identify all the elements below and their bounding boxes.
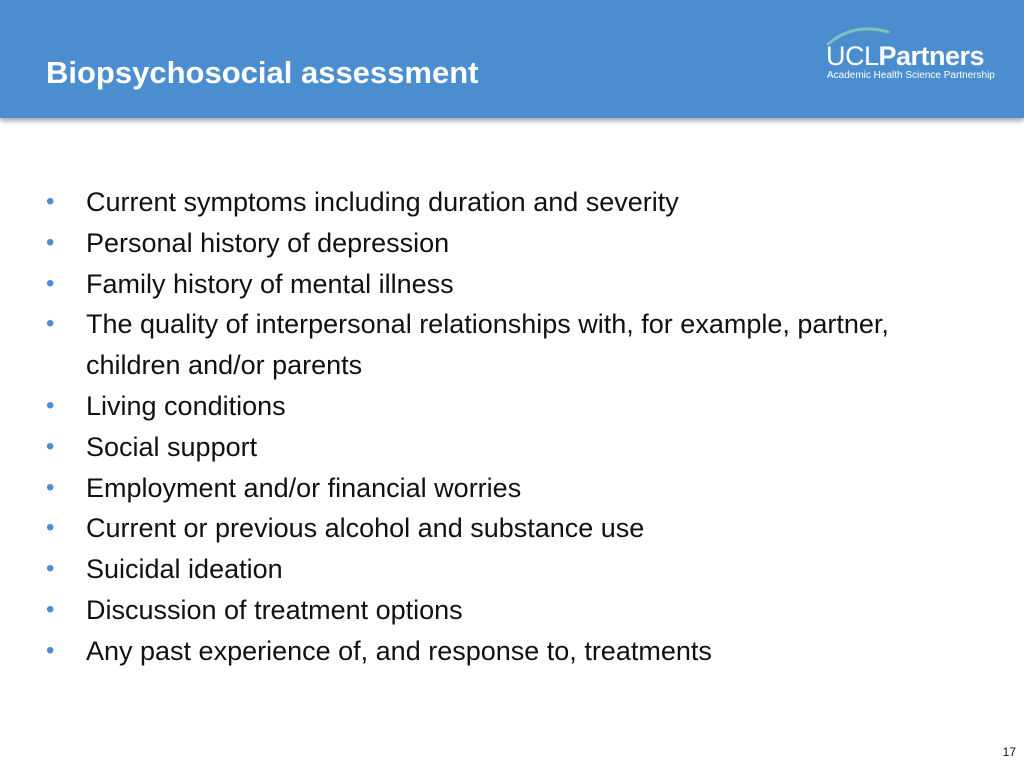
bullet-text: Discussion of treatment options <box>86 594 463 625</box>
bullet-item <box>46 549 946 590</box>
bullet-text: Employment and/or financial worries <box>86 472 522 503</box>
bullet-dot-icon: • <box>46 514 55 542</box>
bullet-dot-icon: • <box>46 473 55 501</box>
bullet-item <box>46 304 946 386</box>
bullet-dot-icon: • <box>46 432 55 460</box>
bullet-item <box>46 182 946 223</box>
bullet-item <box>46 468 946 509</box>
bullet-dot-icon: • <box>46 555 55 583</box>
bullet-item <box>46 427 946 468</box>
bullet-dot-icon: • <box>46 391 55 419</box>
slide-header <box>0 0 1024 118</box>
bullet-item <box>46 386 946 427</box>
page-number: 17 <box>1002 745 1016 759</box>
bullet-text: Current symptoms including duration and severity <box>86 187 679 217</box>
bullet-text: Any past experience of, and response to, treatments <box>86 635 712 666</box>
bullet-text: Living conditions <box>86 390 286 421</box>
bullet-item <box>46 508 946 549</box>
bullet-dot-icon: • <box>46 228 55 256</box>
uclpartners-logo <box>822 24 994 86</box>
bullet-dot-icon: • <box>46 595 55 623</box>
logo-tagline: Academic Health Science Partnership <box>827 70 995 81</box>
bullet-text: Family history of mental illness <box>86 268 454 299</box>
slide-title: Biopsychosocial assessment <box>46 55 479 90</box>
bullet-item <box>46 264 946 305</box>
bullet-dot-icon: • <box>46 636 55 664</box>
bullet-text: Suicidal ideation <box>86 554 283 585</box>
bullet-text: Current or previous alcohol and substance use <box>86 513 645 544</box>
bullet-list <box>46 182 946 672</box>
bullet-text: Personal history of depression <box>86 227 450 258</box>
logo-ucl-text: UCL <box>826 41 879 71</box>
bullet-item <box>46 631 946 672</box>
logo-wordmark <box>826 41 984 71</box>
bullet-dot-icon: • <box>46 188 55 215</box>
bullet-item <box>46 223 946 264</box>
bullet-text: The quality of interpersonal relationships with, for example, partner, children and/or parents <box>86 309 889 381</box>
bullet-text: Social support <box>86 431 258 462</box>
bullet-item <box>46 590 946 631</box>
logo-partners-text: Partners <box>878 41 985 71</box>
bullet-dot-icon: • <box>46 310 55 338</box>
bullet-dot-icon: • <box>46 269 55 297</box>
